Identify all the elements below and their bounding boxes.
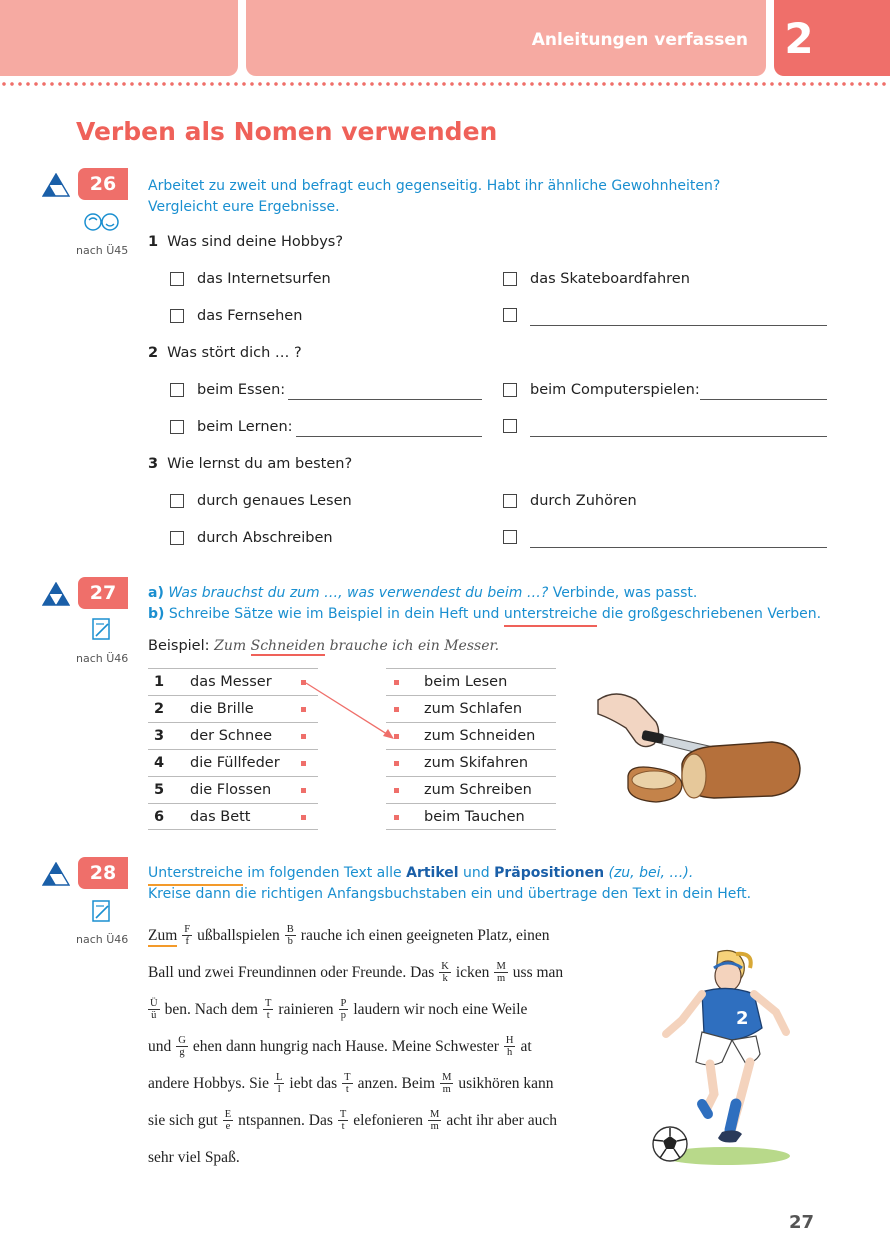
checkbox[interactable] (170, 383, 184, 397)
letter-choice[interactable]: M m (442, 1072, 452, 1095)
table-row[interactable]: zum Schneiden (386, 722, 556, 749)
partner-work-icon (80, 210, 124, 236)
table-row[interactable]: zum Schreiben (386, 776, 556, 803)
svg-text:2: 2 (736, 1008, 749, 1029)
option-2c[interactable]: beim Lernen: (170, 419, 293, 435)
checkbox[interactable] (503, 383, 517, 397)
exercise-text-28: Zum F f ußballspielen B b rauche ich einen geeigneten Platz, einen Ball und zwei Freundinnen oder Freunde. Das K k icken M m uss man Ü ü ben. Nach dem T t rainieren P p laudern wir noch eine Weile und G g ehen dann hungrig nach Hause. Meine Schwester H h at andere Hobbys. Sie L l iebt das T t anzen. Beim M m usikhören kann sie sich gut E e ntspannen. Das T t elefonieren M m acht ihr aber auch sehr viel Spaß. (148, 924, 564, 1166)
letter-choice[interactable]: M m (496, 961, 506, 984)
letter-choice[interactable]: L l (275, 1072, 283, 1095)
option-1d[interactable] (503, 308, 530, 322)
letter-choice[interactable]: F f (184, 924, 191, 947)
writing-task-icon (80, 616, 124, 642)
table-row[interactable]: zum Skifahren (386, 749, 556, 776)
option-2b[interactable]: beim Computerspielen: (503, 382, 700, 398)
letter-choice[interactable]: T t (339, 1109, 347, 1132)
difficulty-triangle-icon (42, 582, 70, 606)
letter-choice[interactable]: T t (265, 998, 272, 1021)
reference-note: nach Ü46 (76, 652, 129, 665)
table-row[interactable]: 5 die Flossen (148, 776, 318, 803)
option-3b[interactable]: durch Zuhören (503, 493, 637, 509)
example-sentence: Beispiel: Zum Schneiden brauche ich ein Messer. (148, 638, 500, 654)
reference-note: nach Ü46 (76, 933, 129, 946)
table-row[interactable]: 1 das Messer (148, 668, 318, 695)
checkbox[interactable] (170, 272, 184, 286)
instruction-27: a) Was brauchst du zum …, was verwendest du beim …? Verbinde, was passt. b) Schreibe Sätze wie im Beispiel in dein Heft und unterstreiche die großgeschriebenen Verben. (148, 583, 848, 625)
letter-choice[interactable]: G g (178, 1035, 186, 1058)
letter-choice[interactable]: Ü ü (150, 998, 158, 1021)
football-player-illustration (636, 944, 796, 1170)
option-1a[interactable]: das Internetsurfen (170, 271, 331, 287)
letter-choice[interactable]: T t (344, 1072, 351, 1095)
option-2d[interactable] (503, 419, 530, 433)
checkbox[interactable] (170, 494, 184, 508)
option-1b[interactable]: das Skateboardfahren (503, 271, 690, 287)
dotted-divider (0, 81, 890, 87)
answer-line[interactable] (530, 547, 827, 548)
checkbox[interactable] (170, 531, 184, 545)
header-tab-middle (246, 0, 766, 76)
left-column-table (148, 668, 318, 830)
answer-line[interactable] (530, 325, 827, 326)
instruction-28: Unterstreiche im folgenden Text alle Artikel und Präpositionen (zu, bei, …). Kreise dann die richtigen Anfangsbuchstaben ein und übertrage den Text in dein Heft. (148, 865, 752, 902)
chapter-number: 2 (784, 14, 814, 63)
letter-choice[interactable]: B b (286, 924, 294, 947)
table-row[interactable]: zum Schlafen (386, 695, 556, 722)
table-row[interactable]: beim Lesen (386, 668, 556, 695)
question-3: 3 Wie lernst du am besten? (148, 456, 353, 472)
table-row[interactable]: 3 der Schnee (148, 722, 318, 749)
header-tab-chapter (774, 0, 890, 76)
question-2: 2 Was stört dich … ? (148, 345, 302, 361)
answer-line[interactable] (530, 436, 827, 437)
exercise-number-28: 28 (78, 857, 128, 889)
difficulty-triangle-icon (42, 862, 70, 886)
letter-choice[interactable]: M m (430, 1109, 440, 1132)
difficulty-triangle-icon (42, 173, 70, 197)
header-tab-left (0, 0, 238, 76)
page-number: 27 (788, 1212, 814, 1233)
answer-line[interactable] (296, 436, 482, 437)
option-2a[interactable]: beim Essen: (170, 382, 285, 398)
option-3c[interactable]: durch Abschreiben (170, 530, 333, 546)
bread-knife-illustration (596, 684, 806, 808)
section-title: Anleitungen verfassen (531, 30, 748, 50)
checkbox[interactable] (503, 272, 517, 286)
checkbox[interactable] (503, 308, 517, 322)
option-1c[interactable]: das Fernsehen (170, 308, 302, 324)
answer-line[interactable] (288, 399, 482, 400)
question-1: 1 Was sind deine Hobbys? (148, 234, 344, 250)
table-row[interactable]: beim Tauchen (386, 803, 556, 830)
letter-choice[interactable]: P p (340, 998, 347, 1021)
connection-arrow (300, 678, 400, 744)
exercise-number-26: 26 (78, 168, 128, 200)
option-3a[interactable]: durch genaues Lesen (170, 493, 352, 509)
checkbox[interactable] (503, 419, 517, 433)
checkbox[interactable] (503, 530, 517, 544)
letter-choice[interactable]: E e (224, 1109, 232, 1132)
page-title: Verben als Nomen verwenden (76, 117, 498, 146)
checkbox[interactable] (170, 309, 184, 323)
checkbox[interactable] (503, 494, 517, 508)
answer-line[interactable] (700, 399, 827, 400)
writing-task-icon (80, 898, 124, 924)
option-3d[interactable] (503, 530, 530, 544)
letter-choice[interactable]: H h (505, 1035, 514, 1058)
right-column-table (386, 668, 556, 830)
instruction-26: Arbeitet zu zweit und befragt euch gegenseitig. Habt ihr ähnliche Gewohnheiten? Vergleicht eure Ergebnisse. (148, 178, 721, 215)
reference-note: nach Ü45 (76, 244, 129, 257)
table-row[interactable]: 2 die Brille (148, 695, 318, 722)
letter-choice[interactable]: K k (441, 961, 449, 984)
exercise-number-27: 27 (78, 577, 128, 609)
checkbox[interactable] (170, 420, 184, 434)
table-row[interactable]: 4 die Füllfeder (148, 749, 318, 776)
table-row[interactable]: 6 das Bett (148, 803, 318, 830)
